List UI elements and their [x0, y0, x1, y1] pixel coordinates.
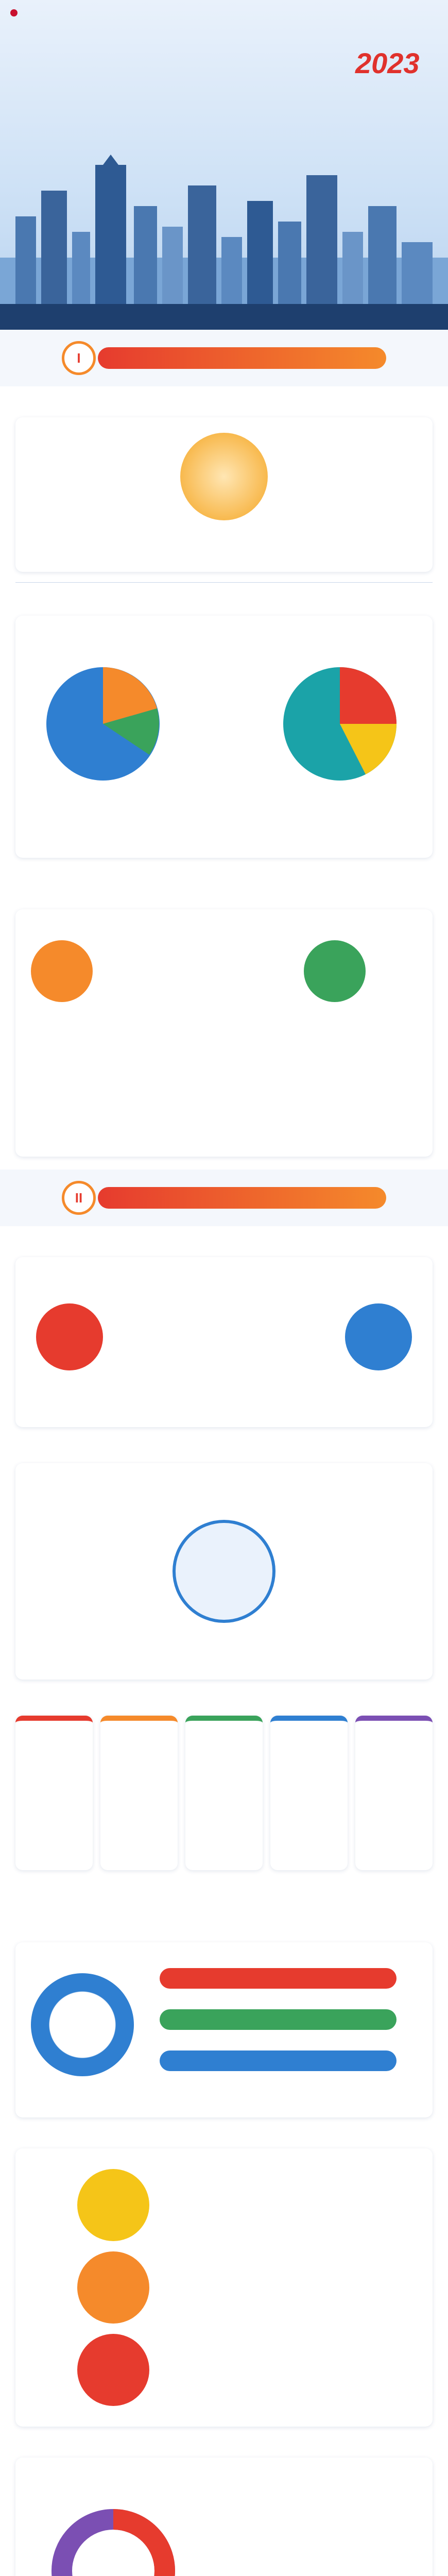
spending-circle — [77, 2169, 149, 2241]
s2-part2-card — [15, 1463, 433, 1680]
target-step — [355, 1716, 433, 1870]
s1-stat-a — [31, 1079, 216, 1087]
s2-revenue-card — [15, 1942, 433, 2117]
spending-circle — [77, 2334, 149, 2406]
divider — [15, 582, 433, 583]
center-title — [186, 1554, 262, 1562]
spending-pie-chart — [263, 657, 417, 791]
s1-part2-card — [15, 616, 433, 858]
center-sub — [186, 1567, 262, 1574]
s1-part1-text-left — [26, 438, 170, 447]
section-2-title — [98, 1187, 386, 1209]
national-emblem-icon — [10, 9, 18, 16]
hero-subtitle — [242, 95, 412, 106]
s2-part1-card — [15, 1257, 433, 1427]
s1-part3-card — [15, 909, 433, 1157]
s2-revenue-note — [160, 2092, 397, 2099]
hero-banner — [0, 0, 448, 330]
gear-icon — [36, 1303, 103, 1370]
center-note — [186, 1577, 262, 1585]
s1-stat-right — [257, 626, 422, 634]
revenue-bar — [160, 2050, 397, 2071]
city-skyline-illustration — [0, 155, 448, 330]
s2-box-left-text — [113, 1291, 216, 1300]
assumption-item — [294, 1484, 417, 1492]
total-item — [211, 2483, 417, 2493]
globe-illustration — [180, 433, 268, 520]
s2-total-card — [15, 2458, 433, 2576]
section-1-number: I — [62, 341, 96, 375]
target-step — [270, 1716, 348, 1870]
s1-part3-note — [15, 894, 433, 902]
total-center-label — [77, 2563, 149, 2571]
s2-spending-card — [15, 2148, 433, 2427]
section-1-title — [98, 347, 386, 369]
assumption-item — [31, 1628, 154, 1636]
s2-total-text — [15, 2437, 433, 2446]
revenue-bar — [160, 1968, 397, 1989]
s1-part3-heading — [15, 871, 433, 883]
spending-text — [170, 2190, 412, 2199]
center-target-circle — [173, 1520, 275, 1623]
s2-revenue-text — [15, 1919, 433, 1928]
chart-up-icon — [345, 1303, 412, 1370]
section-1-header — [0, 330, 448, 386]
revenue-donut — [31, 1973, 134, 2076]
s1-stat-b — [237, 1115, 422, 1123]
target-step — [185, 1716, 263, 1870]
checklist-icon — [304, 940, 366, 1002]
s1-part1-card — [15, 417, 433, 572]
total-item — [211, 2530, 417, 2539]
s1-box-left — [103, 940, 227, 950]
assumption-item — [294, 1628, 417, 1636]
assumption-item — [31, 1484, 154, 1492]
spending-circle — [77, 2251, 149, 2324]
s2-box-right-text — [232, 1291, 335, 1300]
s1-donut-center — [144, 806, 304, 814]
year-badge: 2023 — [355, 47, 420, 79]
assumption-item — [31, 1556, 154, 1564]
s1-stat-left — [26, 626, 180, 634]
s2-box-right-title — [232, 1278, 335, 1285]
target-step — [100, 1716, 178, 1870]
target-step — [15, 1716, 93, 1870]
s2-box-left-title — [113, 1278, 216, 1285]
revenue-bar — [160, 2009, 397, 2030]
s2-part3-steps — [15, 1716, 433, 1870]
section-2-number: II — [62, 1181, 96, 1215]
medal-icon — [31, 940, 93, 1002]
spending-text — [170, 2354, 412, 2364]
assumption-item — [294, 1556, 417, 1564]
s1-box-right — [237, 1028, 422, 1037]
spending-text — [170, 2272, 412, 2281]
section-2-header — [0, 1170, 448, 1226]
revenue-pie-chart — [26, 657, 180, 791]
s1-part1-text-right — [278, 438, 422, 447]
